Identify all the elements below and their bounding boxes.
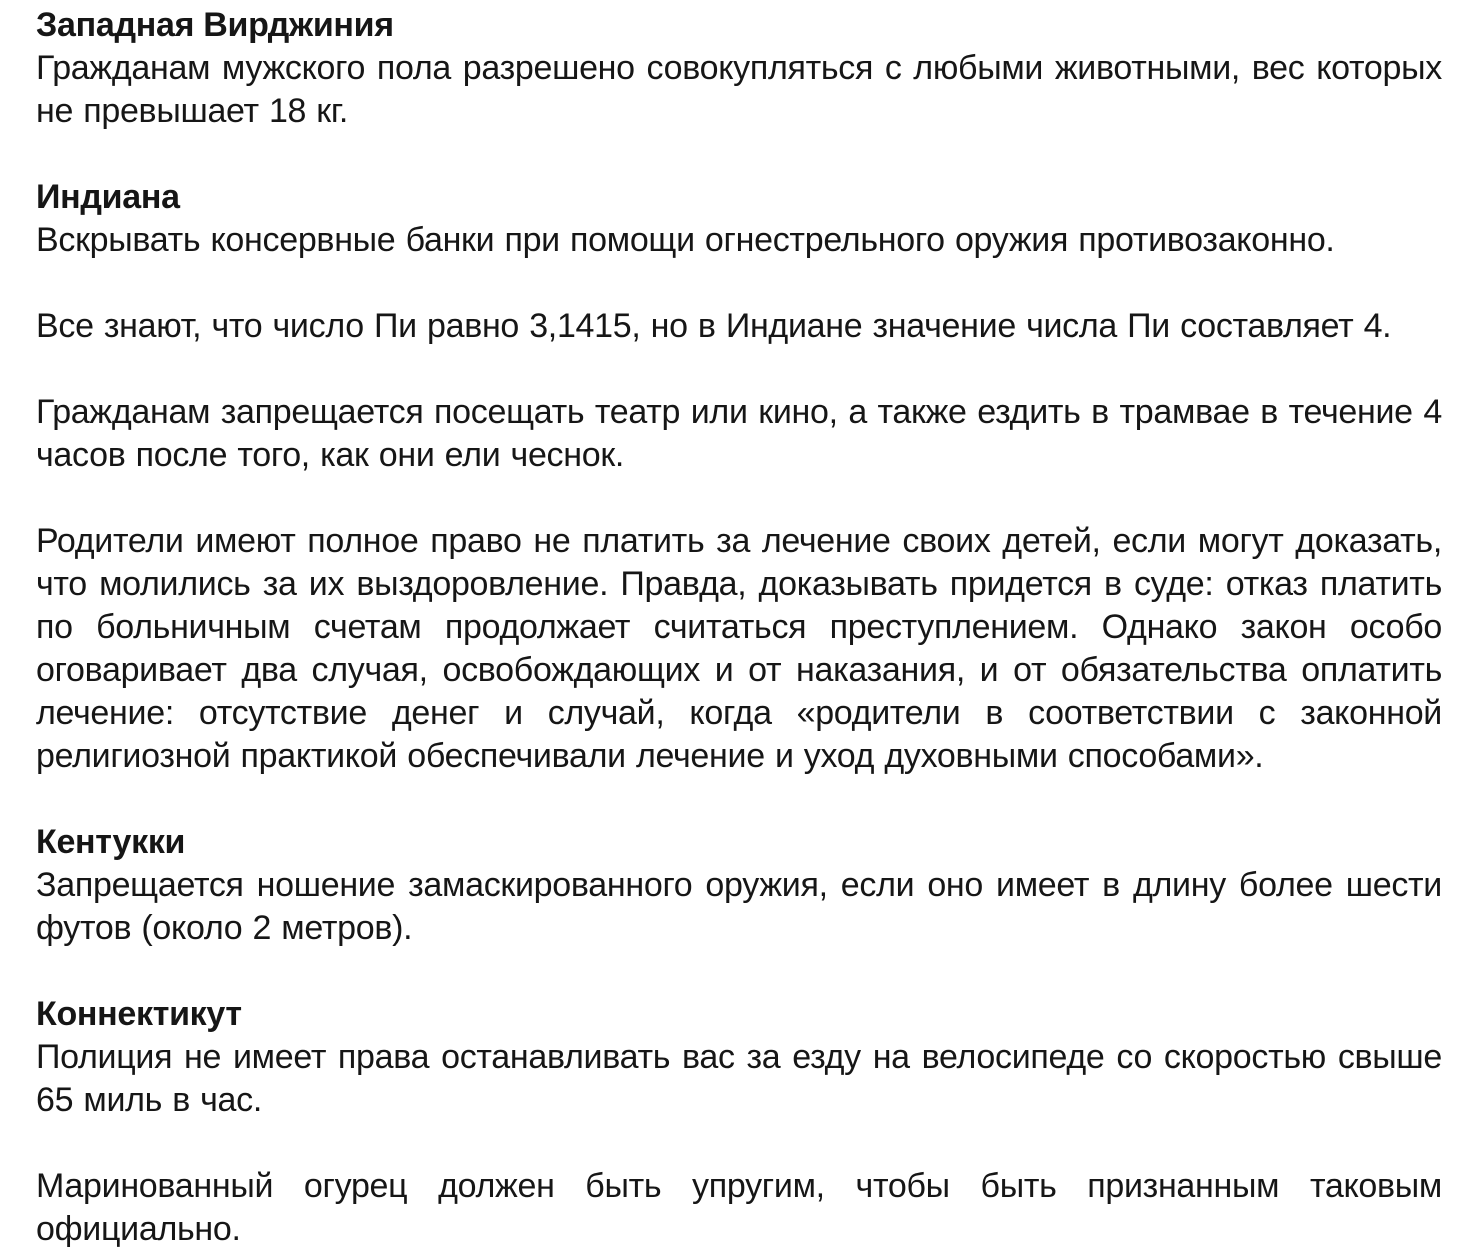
- paragraph: Запрещается ношение замаскированного оружия, если оно имеет в длину более шести футов (около 2 метров).: [36, 866, 1442, 947]
- paragraph: Все знают, что число Пи равно 3,1415, но в Индиане значение числа Пи составляет 4.: [36, 307, 1392, 345]
- section-heading: Индиана: [36, 178, 180, 216]
- section-west-virginia: [36, 4, 1442, 133]
- section-heading: Западная Вирджиния: [36, 6, 394, 44]
- paragraph: Маринованный огурец должен быть упругим, чтобы быть признанным таковым официально.: [36, 1167, 1442, 1248]
- paragraph: Полиция не имеет права останавливать вас за езду на велосипеде со скоростью свыше 65 миль в час.: [36, 1038, 1442, 1119]
- section-indiana: [36, 176, 1442, 778]
- section-connecticut: [36, 993, 1442, 1251]
- paragraph: Родители имеют полное право не платить за лечение своих детей, если могут доказать, что молились за их выздоровление. Правда, доказывать придется в суде: отказ платить по больничным счетам продолжает считаться преступлением. Однако закон особо оговаривает два случая, освобождающих и от наказания, и от обязательства оплатить лечение: отсутствие денег и случай, когда «родители в соответствии с законной религиозной практикой обеспечивали лечение и уход духовными способами».: [36, 522, 1442, 775]
- paragraph: Гражданам мужского пола разрешено совокупляться с любыми животными, вес которых не превышает 18 кг.: [36, 49, 1442, 130]
- section-kentucky: [36, 821, 1442, 950]
- section-heading: Коннектикут: [36, 995, 242, 1033]
- paragraph: Гражданам запрещается посещать театр или кино, а также ездить в трамвае в течение 4 часов после того, как они ели чеснок.: [36, 393, 1442, 474]
- section-heading: Кентукки: [36, 823, 186, 861]
- paragraph: Вскрывать консервные банки при помощи огнестрельного оружия противозаконно.: [36, 221, 1335, 259]
